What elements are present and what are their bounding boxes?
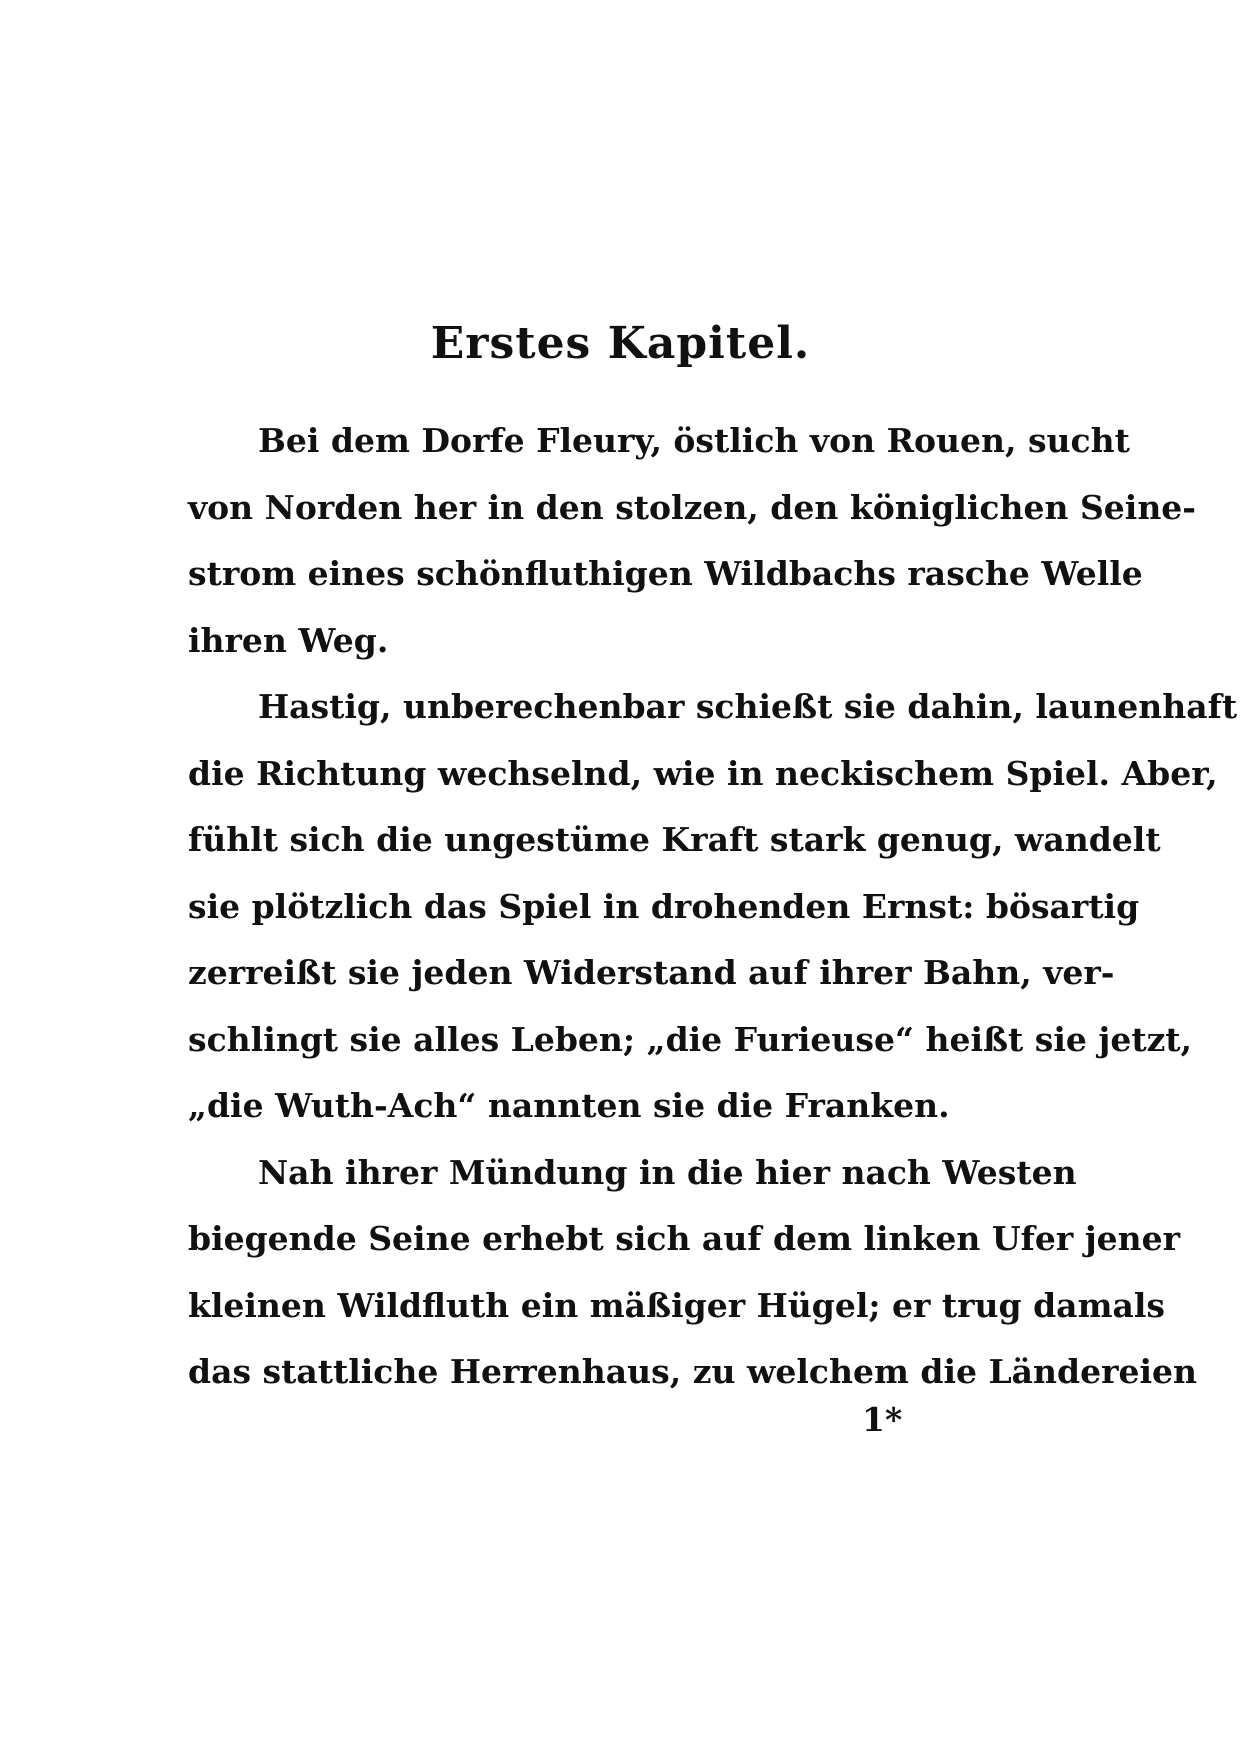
text-line: ihren Weg. xyxy=(188,620,389,660)
body-text xyxy=(188,408,1238,1406)
text-line: biegende Seine erhebt sich auf dem linken Ufer jener xyxy=(188,1219,1181,1258)
text-line: von Norden her in den stolzen, den königlichen Seine- xyxy=(188,487,1196,527)
text-line: Nah ihrer Mündung in die hier nach Westen xyxy=(258,1152,1077,1192)
paragraph-2 xyxy=(188,674,1238,1140)
paragraph-1 xyxy=(188,408,1196,674)
text-line: das stattliche Herrenhaus, zu welchem die Ländereien xyxy=(188,1352,1198,1391)
text-line: die Richtung wechselnd, wie in neckischem Spiel. Aber, xyxy=(188,753,1218,793)
text-line: sie plötzlich das Spiel in drohenden Ernst: bösartig xyxy=(188,886,1140,926)
text-line: Hastig, unberechenbar schießt sie dahin, launenhaft xyxy=(258,687,1238,726)
chapter-title: Erstes Kapitel. xyxy=(430,318,811,369)
paragraph-3 xyxy=(188,1140,1198,1406)
text-line: fühlt sich die ungestüme Kraft stark genug, wandelt xyxy=(188,820,1161,859)
text-line: strom eines schönfluthigen Wildbachs rasche Welle xyxy=(188,554,1143,593)
text-line: zerreißt sie jeden Widerstand auf ihrer Bahn, ver- xyxy=(188,953,1115,992)
text-line: „die Wuth-Ach“ nannten sie die Franken. xyxy=(188,1086,950,1125)
text-line: kleinen Wildfluth ein mäßiger Hügel; er trug damals xyxy=(188,1285,1165,1325)
page-number: 1* xyxy=(862,1400,903,1439)
text-line: schlingt sie alles Leben; „die Furieuse“ heißt sie jetzt, xyxy=(188,1019,1193,1059)
text-line: Bei dem Dorfe Fleury, östlich von Rouen, sucht xyxy=(258,421,1130,460)
